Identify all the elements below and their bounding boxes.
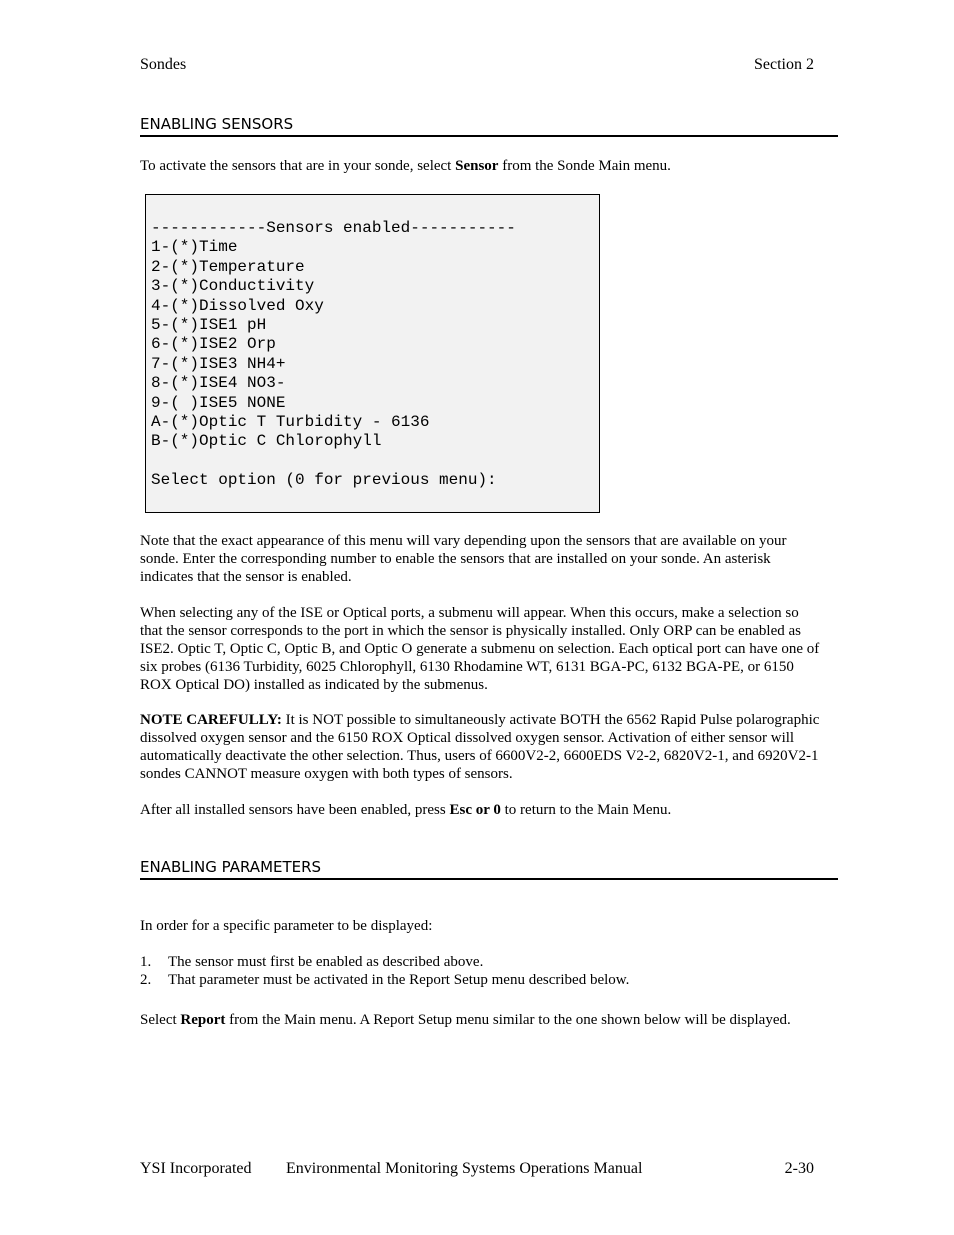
terminal-line: B-(*)Optic C Chlorophyll bbox=[151, 432, 382, 451]
list-item-text: The sensor must first be enabled as described above. bbox=[168, 954, 484, 970]
intro-text-before: To activate the sensors that are in your sonde, select bbox=[140, 158, 456, 174]
terminal-line: A-(*)Optic T Turbidity - 6136 bbox=[151, 413, 430, 432]
ise-text: When selecting any of the ISE or Optical ports, a submenu will appear. When this occurs, make a selection so that the sensor corresponds to the port in which the sensor is physically installed. Only ORP can be enabled as ISE2. Optic T, Optic C, Optic B, and Optic O generate a submenu on selection. Each optical port can have one of six probes (6136 Turbidity, 6025 Chlorophyll, 6130 Rhodamine WT, 6131 BGA-PC, 6132 BGA-PE, or 6150 ROX Optical DO) installed as indicated by the submenus. bbox=[140, 605, 820, 693]
footer-manual-title: Environmental Monitoring Systems Operations Manual bbox=[286, 1160, 643, 1177]
parameters-intro bbox=[140, 917, 820, 935]
terminal-text bbox=[151, 219, 516, 491]
terminal-screen bbox=[145, 194, 600, 513]
footer-company: YSI Incorporated bbox=[140, 1160, 252, 1177]
terminal-line: 5-(*)ISE1 pH bbox=[151, 316, 267, 335]
list-item-number: 1. bbox=[140, 954, 152, 970]
footer-page-number: 2-30 bbox=[784, 1160, 814, 1177]
caution-paragraph bbox=[140, 711, 820, 783]
note-paragraph bbox=[140, 532, 820, 586]
terminal-line: Select option (0 for previous menu): bbox=[151, 471, 497, 490]
list-item-number: 2. bbox=[140, 972, 152, 988]
return-text-before: After all installed sensors have been enabled, press bbox=[140, 802, 450, 818]
list-item bbox=[140, 953, 820, 971]
terminal-line: 8-(*)ISE4 NO3- bbox=[151, 374, 286, 393]
terminal-line: ------------Sensors enabled----------- bbox=[151, 219, 516, 237]
terminal-line: 3-(*)Conductivity bbox=[151, 277, 315, 296]
terminal-line: 9-( )ISE5 NONE bbox=[151, 393, 286, 412]
select-text-before: Select bbox=[140, 1012, 181, 1028]
list-item bbox=[140, 971, 820, 989]
section-title-enabling-parameters: ENABLING PARAMETERS bbox=[140, 858, 838, 880]
terminal-line: 4-(*)Dissolved Oxy bbox=[151, 296, 324, 315]
terminal-line: 2-(*)Temperature bbox=[151, 257, 305, 276]
terminal-line: 6-(*)ISE2 Orp bbox=[151, 335, 276, 354]
caution-text: It is NOT possible to simultaneously activate BOTH the 6562 Rapid Pulse polarographic dissolved oxygen sensor and the 6150 ROX Optical dissolved oxygen sensor. Activation of either sensor will automatically deactivate the other selection. Thus, users of 6600V2-2, 6600EDS V2-2, 6820V2-1, and 6920V2-1 sondes CANNOT measure oxygen with both types of sensors. bbox=[140, 712, 820, 782]
intro-text-after: from the Sonde Main menu. bbox=[498, 158, 671, 174]
select-text-after: from the Main menu. A Report Setup menu similar to the one shown below will be displayed. bbox=[225, 1012, 791, 1028]
caution-label: NOTE CAREFULLY: bbox=[140, 712, 282, 728]
select-report-paragraph bbox=[140, 1011, 820, 1029]
section-title-enabling-sensors: ENABLING SENSORS bbox=[140, 115, 838, 137]
return-key: Esc or 0 bbox=[449, 802, 501, 818]
list-item-text: That parameter must be activated in the Report Setup menu described below. bbox=[168, 972, 630, 988]
intro-bold-sensor: Sensor bbox=[455, 158, 499, 174]
note-text: Note that the exact appearance of this menu will vary depending upon the sensors that are available on your sonde. Enter the corresponding number to enable the sensors that are installed on your sonde. An asterisk indicates that the sensor is enabled. bbox=[140, 533, 787, 585]
intro-paragraph bbox=[140, 157, 820, 175]
running-header-right: Section 2 bbox=[754, 56, 814, 73]
ise-paragraph bbox=[140, 604, 820, 694]
return-paragraph bbox=[140, 801, 820, 819]
parameters-intro-text: In order for a specific parameter to be displayed: bbox=[140, 918, 433, 934]
running-header-left: Sondes bbox=[140, 56, 187, 73]
terminal-line: 7-(*)ISE3 NH4+ bbox=[151, 354, 286, 373]
return-text-after: to return to the Main Menu. bbox=[500, 802, 672, 818]
terminal-line: 1-(*)Time bbox=[151, 238, 238, 257]
select-bold-report: Report bbox=[180, 1012, 226, 1028]
